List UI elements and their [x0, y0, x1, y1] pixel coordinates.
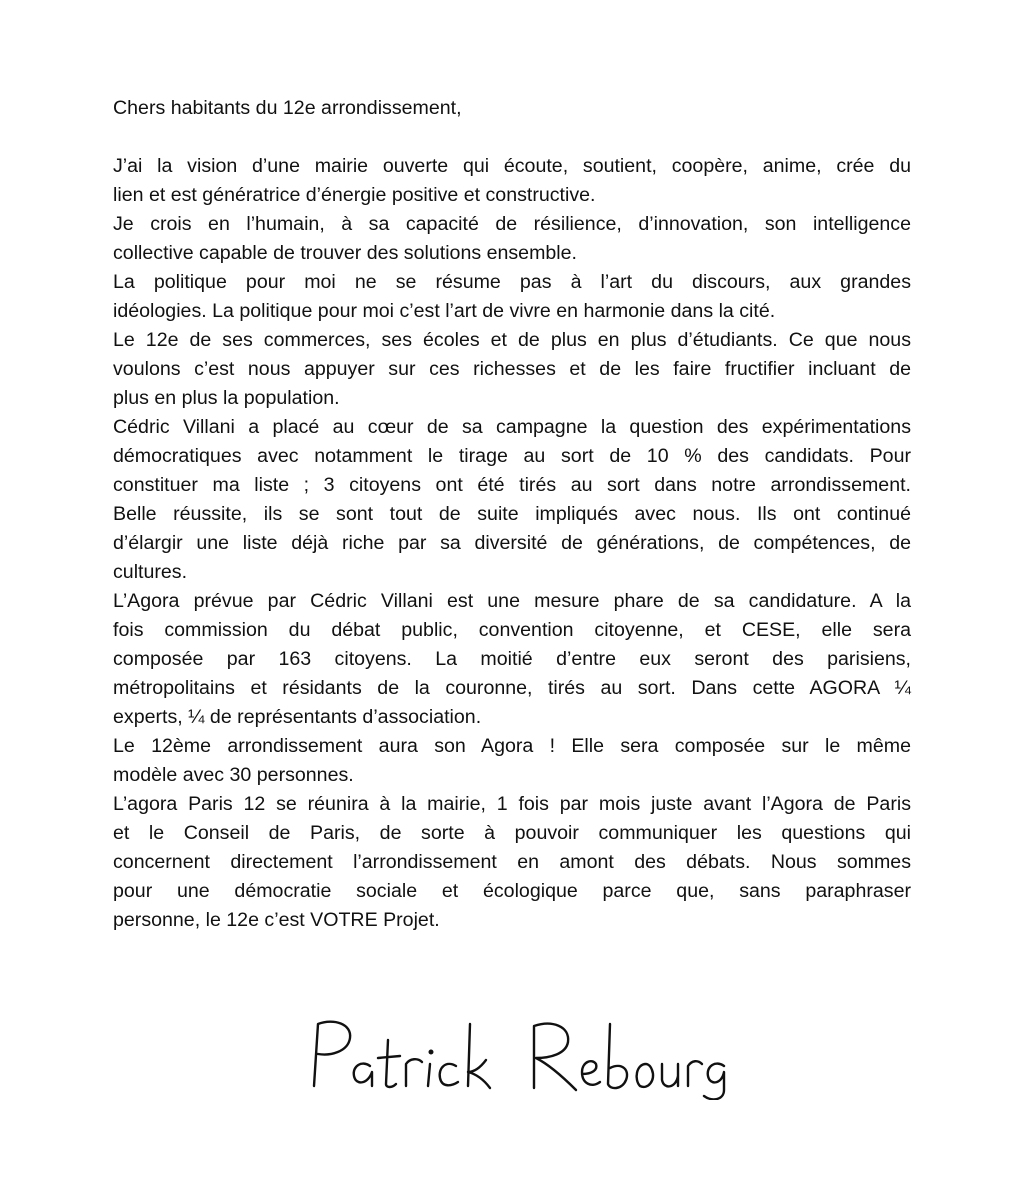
text-line: experts, ¼ de représentants d’association.: [113, 706, 482, 728]
text-line: idéologies. La politique pour moi c’est l’art de vivre en harmonie dans la cité.: [113, 300, 776, 322]
text-line: voulons c’est nous appuyer sur ces richesses et de les faire fructifier incluant de: [113, 358, 911, 380]
text-line: Cédric Villani a placé au cœur de sa campagne la question des expérimentations: [113, 416, 911, 438]
text-line: personne, le 12e c’est VOTRE Projet.: [113, 909, 440, 931]
paragraph-spacer: [113, 123, 911, 152]
text-line: et le Conseil de Paris, de sorte à pouvoir communiquer les questions qui: [113, 822, 911, 844]
handwritten-signature: [300, 1010, 730, 1100]
text-line: Belle réussite, ils se sont tout de suite impliqués avec nous. Ils ont continué: [113, 503, 911, 525]
text-line: fois commission du débat public, convention citoyenne, et CESE, elle sera: [113, 619, 911, 641]
text-line: pour une démocratie sociale et écologique parce que, sans paraphraser: [113, 880, 911, 902]
text-line: Le 12e de ses commerces, ses écoles et de plus en plus d’étudiants. Ce que nous: [113, 329, 911, 351]
text-line: lien et est génératrice d’énergie positive et constructive.: [113, 184, 596, 206]
text-line: métropolitains et résidants de la couronne, tirés au sort. Dans cette AGORA ¼: [113, 677, 911, 699]
text-line: cultures.: [113, 561, 188, 583]
text-line: L’agora Paris 12 se réunira à la mairie, 1 fois par mois juste avant l’Agora de Paris: [113, 793, 911, 815]
text-line: La politique pour moi ne se résume pas à l’art du discours, aux grandes: [113, 271, 911, 293]
text-line: composée par 163 citoyens. La moitié d’entre eux seront des parisiens,: [113, 648, 911, 670]
text-line: Le 12ème arrondissement aura son Agora ! Elle sera composée sur le même: [113, 735, 911, 757]
text-line: plus en plus la population.: [113, 387, 340, 409]
text-line: collective capable de trouver des solutions ensemble.: [113, 242, 577, 264]
text-line: démocratiques avec notamment le tirage au sort de 10 % des candidats. Pour: [113, 445, 911, 467]
text-line: concernent directement l’arrondissement en amont des débats. Nous sommes: [113, 851, 911, 873]
letter-body: [113, 94, 911, 935]
salutation: Chers habitants du 12e arrondissement,: [113, 97, 462, 119]
text-line: L’Agora prévue par Cédric Villani est une mesure phare de sa candidature. A la: [113, 590, 911, 612]
text-line: constituer ma liste ; 3 citoyens ont été tirés au sort dans notre arrondissement.: [113, 474, 911, 496]
text-line: J’ai la vision d’une mairie ouverte qui écoute, soutient, coopère, anime, crée du: [113, 155, 911, 177]
text-line: modèle avec 30 personnes.: [113, 764, 354, 786]
text-line: Je crois en l’humain, à sa capacité de résilience, d’innovation, son intelligence: [113, 213, 911, 235]
text-line: d’élargir une liste déjà riche par sa diversité de générations, de compétences, de: [113, 532, 911, 554]
